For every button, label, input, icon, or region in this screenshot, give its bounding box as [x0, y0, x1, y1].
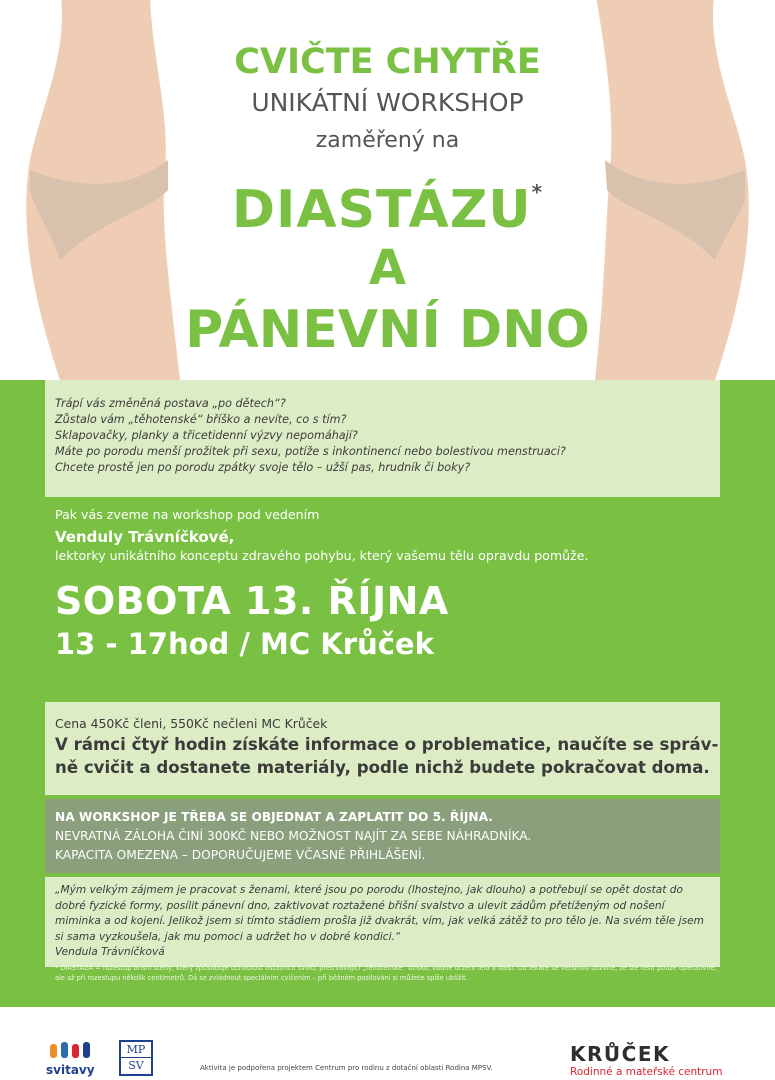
headline-a: A [368, 240, 407, 296]
quote-box [45, 877, 720, 967]
mpsv-logo [119, 1040, 153, 1076]
mpsv-bottom: SV [128, 1059, 144, 1072]
svitavy-logo [46, 1040, 98, 1076]
headline-cvicte: CVIČTE CHYTŘE [234, 42, 541, 82]
question-item: Máte po porodu menší prožitek při sexu, potíže s inkontinencí nebo bolestivou menstruaci? [55, 445, 566, 458]
questions-box [45, 380, 720, 493]
invite-box [45, 497, 720, 699]
notice-line-1: NA WORKSHOP JE TŘEBA SE OBJEDNAT A ZAPLATIT DO 5. ŘÍJNA. [55, 810, 493, 824]
question-item: Sklapovačky, planky a třicetidenní výzvy nepomáhají? [55, 429, 358, 442]
price-description: V rámci čtyř hodin získáte informace o problematice, naučíte se správ- ně cvičit a dostanete materiály, podle nichž budete pokračovat doma. [55, 735, 719, 777]
krucek-subtitle: Rodinné a mateřské centrum [570, 1066, 723, 1078]
svitavy-label: svitavy [46, 1063, 95, 1077]
quote-author: Vendula Trávníčková [55, 946, 165, 958]
lecturer-name: Venduly Trávníčkové, [55, 528, 235, 546]
quote-text: „Mým velkým zájmem je pracovat s ženami, které jsou po porodu (lhostejno, jak dlouho) a potřebují se opět dostat do dobré fyzické formy, posílit pánevní dno, zaktivovat roztažené břišní svalstvo a ulevit zádům přetíženým od nošení miminka a od kojení. Jelikož jsem si tímto stádiem prošla již dvakrát, vím, jak velká zátěž to pro tělo je. Na svém těle jsem si sama vyzkoušela, jak mu pomoci a udržet ho v dobré kondici.“ [55, 884, 704, 943]
notice-line-2: NEVRATNÁ ZÁLOHA ČINÍ 300KČ NEBO MOŽNOST NAJÍT ZA SEBE NÁHRADNÍKA. [55, 829, 532, 843]
headline-panevni-dno: PÁNEVNÍ DNO [185, 300, 590, 360]
headline-workshop: UNIKÁTNÍ WORKSHOP [251, 88, 524, 117]
question-item: Zůstalo vám „těhotenské“ bříško a nevíte, co s tím? [55, 413, 347, 426]
invite-intro: Pak vás zveme na workshop pod vedením [55, 507, 320, 522]
krucek-logo [560, 1042, 740, 1078]
notice-box [45, 799, 720, 873]
headline-diastazu [170, 180, 605, 240]
content-panel [0, 380, 775, 1007]
support-text: Aktivita je podpořena projektem Centrum pro rodinu z dotační oblasti Rodina MPSV. [200, 1064, 493, 1072]
logo-bar [0, 1007, 775, 1080]
event-time-place: 13 - 17hod / MC Krůček [55, 627, 434, 661]
question-item: Trápí vás změněná postava „po dětech“? [55, 397, 286, 410]
event-date: SOBOTA 13. ŘÍJNA [55, 579, 449, 623]
svitavy-logo-mark [46, 1040, 98, 1058]
headline-zamereny: zaměřený na [315, 128, 460, 153]
notice-line-3: KAPACITA OMEZENA – DOPORUČUJEME VČASNÉ PŘIHLÁŠENÍ. [55, 848, 426, 862]
diastazu-text: DIASTÁZU [231, 180, 532, 240]
krucek-name: KRŮČEK [570, 1042, 670, 1066]
diastazu-asterisk: * [531, 180, 544, 204]
price-line: Cena 450Kč členi, 550Kč nečleni MC Krůček [55, 716, 328, 731]
diastaza-footnote: * DIASTÁZA = rozestup břišní stěny, který způsobuje uchablost ostatních svalů, přetrvávající „těhotenské“ bříško, vadné držení těla a další. Od lékaře se většinou dozvíte, že lze řešit pouze operativně, ale až při rozestupu několik centimetrů. Dá se zvládnout speciálním cvičením – při běžném posilování si můžete spíše ublížit. [55, 964, 717, 982]
question-item: Chcete prostě jen po porodu zpátky svoje tělo – užší pas, hrudník či boky? [55, 461, 471, 474]
mpsv-top: MP [121, 1042, 151, 1058]
hero-image [0, 0, 775, 380]
lecturer-role: lektorky unikátního konceptu zdravého pohybu, který vašemu tělu opravdu pomůže. [55, 548, 589, 563]
price-box [45, 702, 720, 795]
